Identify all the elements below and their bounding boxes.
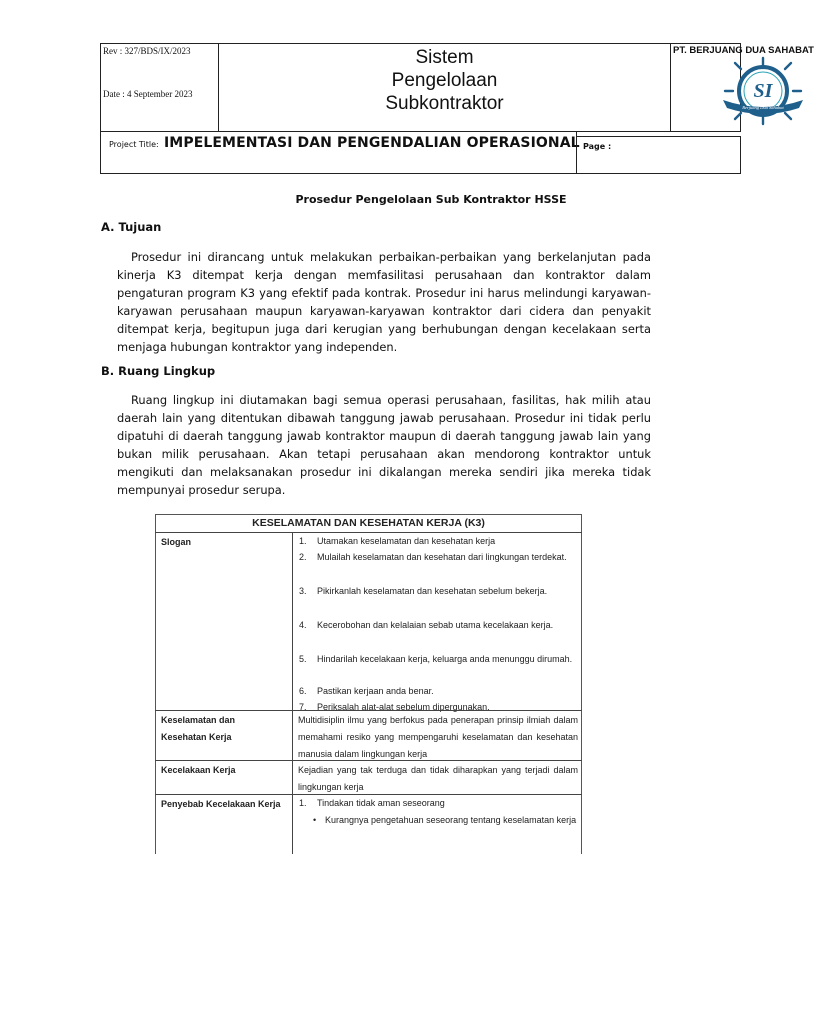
table-row-slogan [155, 532, 582, 718]
bullet-icon: • [313, 815, 317, 825]
system-title-cell [219, 44, 671, 131]
slogan-label: Slogan [161, 537, 192, 547]
accident-definition: Kejadian yang tak terduga dan tidak diharapkan yang terjadi dalam lingkungan kerja [298, 765, 578, 792]
system-title-line-1: Sistem [415, 47, 474, 68]
project-title-label: Project Title: [109, 140, 159, 149]
k3-definition-label: Keselamatan dan Kesehatan Kerja [161, 715, 236, 742]
section-a-heading: A. Tujuan [101, 220, 162, 234]
logo-monogram: SI [753, 80, 773, 102]
slogan-list: 1. Utamakan keselamatan dan kesehatan kerja 2. Mulailah keselamatan dan kesehatan dari lingkungan terdekat. 3. Pikirkanlah keselamatan dan kesehatan sebelum bekerja. 4. Kecerobohan dan kelalaian sebab utama kecelakaan kerja. 5. Hindarilah kecelakaan kerja, keluarga anda menunggu dirumah. 6. Pastikan kerjaan anda benar. 7. Periksalah alat-alat sebelum dipergunakan. [292, 533, 582, 718]
k3-definition-cell [292, 711, 582, 760]
k3-table-title: KESELAMATAN DAN KESEHATAN KERJA (K3) [252, 517, 485, 529]
project-title: IMPELEMENTASI DAN PENGENDALIAN OPERASIONAL [164, 135, 580, 151]
system-title-line-3: Subkontraktor [385, 93, 504, 114]
revision-cell [101, 44, 219, 131]
document-header [100, 43, 814, 132]
table-row-k3-definition [155, 710, 582, 760]
company-name: PT. BERJUANG DUA SAHABAT [673, 45, 814, 56]
section-b-body: Ruang lingkup ini diutamakan bagi semua operasi perusahaan, fasilitas, hak milih atau daerah lain yang ditentukan dibawah tanggung jawab perusahaan. Prosedur ini tidak perlu dipatuhi di daerah tanggung jawab kontraktor maupun di daerah tanggung jawab lain yang bukan milik perusahaan. Akan tetapi perusahaan akan mendorong kontraktor untuk mengikuti dan melaksanakan prosedur ini dikalangan mereka sendiri jika mereka tidak mempunyai prosedur serupa. [117, 393, 651, 497]
document-title: Prosedur Pengelolaan Sub Kontraktor HSSE [295, 193, 567, 206]
page-cell [576, 136, 741, 174]
accident-cause-cell: 1. Tindakan tidak aman seseorang • Kurangnya pengetahuan seseorang tentang keselamatan kerja [292, 795, 582, 854]
k3-definition: Multidisiplin ilmu yang berfokus pada penerapan prinsip ilmiah dalam memahami resiko yang mempengaruhi keselamatan dan kesehatan manusia dalam lingkungan kerja [298, 715, 578, 759]
system-title-line-2: Pengelolaan [391, 70, 498, 91]
accident-cause-label: Penyebab Kecelakaan Kerja [161, 799, 281, 809]
table-row-accident [155, 760, 582, 794]
project-title-cell [100, 131, 580, 174]
document-date: Date : 4 September 2023 [103, 89, 193, 99]
accident-label: Kecelakaan Kerja [161, 765, 236, 775]
section-b-heading: B. Ruang Lingkup [101, 364, 216, 378]
section-a-body: Prosedur ini dirancang untuk melakukan perbaikan-perbaikan yang berkelanjutan pada kinerja K3 ditempat kerja dengan memfasilitasi perusahaan dan kontraktor dalam pengaturan program K3 yang efektif pada kontrak. Prosedur ini harus melindungi karyawan-karyawan perusahaan maupun karyawan-karyawan kontraktor dari cidera dan penyakit ditempat kerja, begitupun juga dari kerugian yang berhubungan dengan kecelakaan serta menjaga hubungan kontraktor yang independen. [117, 250, 651, 354]
table-row-accident-cause [155, 794, 582, 854]
accident-definition-cell [292, 761, 582, 794]
page-label: Page : [583, 142, 612, 151]
company-cell [671, 44, 814, 131]
k3-table [129, 512, 603, 848]
revision-number: Rev : 327/BDS/IX/2023 [103, 46, 191, 56]
logo-tagline: Berjuang Dua Sahabat [742, 105, 784, 110]
company-logo [721, 56, 805, 126]
